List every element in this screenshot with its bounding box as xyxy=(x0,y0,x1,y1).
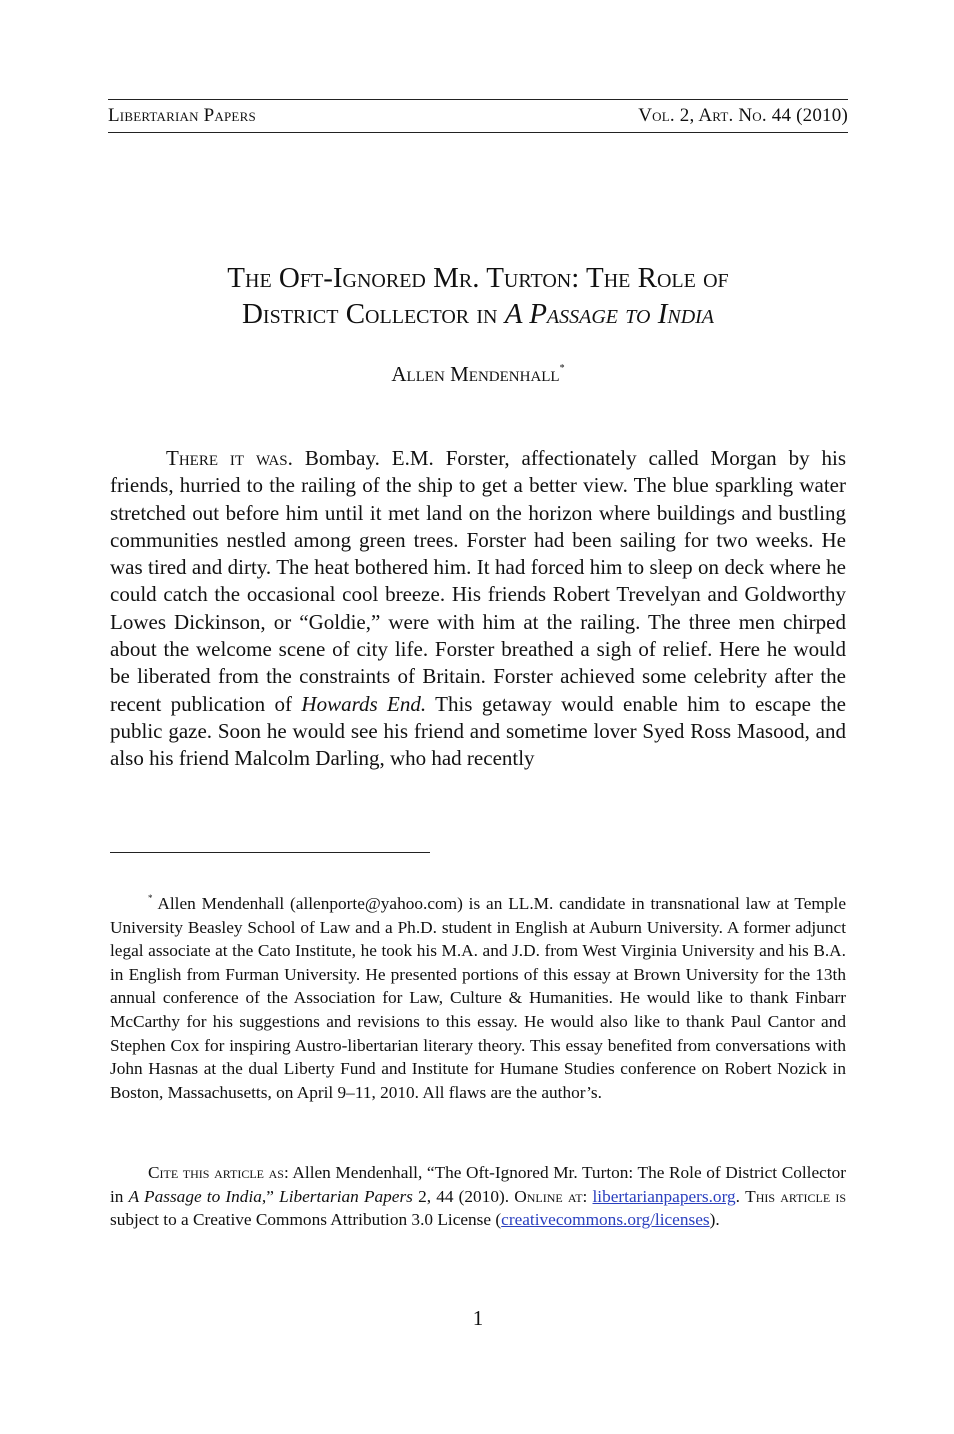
title-line-1: The Oft-Ignored Mr. Turton: The Role of xyxy=(227,262,729,294)
page-number: 1 xyxy=(472,1306,484,1330)
author-footnote-marker[interactable]: * xyxy=(559,363,565,374)
online-label: Online at: xyxy=(514,1186,588,1206)
footnote-divider xyxy=(110,852,430,853)
body-text-part-1: Bombay. E.M. Forster, affectionately called Morgan by his friends, hurried to the railing of the ship to get a better view. The blue sparkling water stretched out before him until it met land on the horizon where buildings and bustling communities nestled among green trees. Forster had been sailing for two weeks. He was tired and dirty. The heat bothered him. It had forced him to sleep on deck where he could catch the occasional cool breeze. His friends Robert Trevelyan and Goldworthy Lowes Dickinson, or “Goldie,” were with him at the railing. The three men chirped about the welcome scene of city life. Forster breathed a sigh of relief. Here he would be liberated from the constraints of Britain. Forster achieved some celebrity after the recent publication of xyxy=(110,446,846,716)
cite-journal-title: Libertarian Papers xyxy=(279,1186,413,1206)
cite-text-1: Allen Mendenhall, “The Oft-Ignored Mr. Turton: The Role of District Collector in xyxy=(110,1163,846,1206)
cite-book-title: A Passage to India xyxy=(128,1186,262,1206)
title-line-2-prefix: District Collector in xyxy=(241,298,505,330)
license-text: subject to a Creative Commons Attribution 3.0 License ( xyxy=(110,1210,502,1230)
title-line-2 xyxy=(108,296,848,332)
journal-name: Libertarian Papers xyxy=(108,105,256,126)
book-title-howards-end: Howards End. xyxy=(301,691,427,716)
title-book-name: A Passage to India xyxy=(504,298,715,330)
article-title xyxy=(108,260,848,332)
running-header xyxy=(108,99,848,133)
libertarianpapers-link[interactable]: libertarianpapers.org xyxy=(592,1186,736,1206)
body-paragraph xyxy=(110,445,846,773)
cite-text-3: 2, 44 (2010). xyxy=(412,1186,515,1206)
creativecommons-link[interactable]: creativecommons.org/licenses xyxy=(501,1210,710,1230)
cite-text-2: ,” xyxy=(261,1186,280,1206)
footnote-marker: * xyxy=(148,893,153,903)
citation-note xyxy=(110,1161,846,1232)
author-name: Allen Mendenhall xyxy=(391,362,560,386)
lead-in: There it was. xyxy=(166,446,293,470)
author-footnote xyxy=(110,887,846,1104)
cite-text-5: ). xyxy=(709,1210,720,1230)
cite-label: Cite this article as: xyxy=(148,1163,289,1182)
cite-text-4: . xyxy=(735,1186,746,1206)
body-text-part-2: This getaway would enable him to escape the public gaze. Soon he would see his friend and sometime lover Syed Ross Masood, and also his friend Malcolm Darling, who had recently xyxy=(110,691,846,771)
footnote-text: Allen Mendenhall (allenporte@yahoo.com) is an LL.M. candidate in transnational law at Temple University Beasley School of Law and a Ph.D. student in English at Auburn University. A former adjunct legal associate at the Cato Institute, he took his M.A. and J.D. from West Virginia University and his B.A. in English from Furman University. He presented portions of this essay at Brown University for the 13th annual conference of the Association for Law, Culture & Humanities. He would like to thank Finbarr McCarthy for his suggestions and revisions to this essay. He would also like to thank Paul Cantor and Stephen Cox for inspiring Austro-libertarian literary theory. This essay benefited from conversations with John Hasnas at the dual Liberty Fund and Institute for Humane Studies conference on Robert Nozick in Boston, Massachusetts, on April 9–11, 2010. All flaws are the author’s. xyxy=(110,894,846,1102)
volume-info: Vol. 2, Art. No. 44 (2010) xyxy=(638,105,848,126)
license-label: This article is xyxy=(745,1186,846,1206)
author-byline xyxy=(108,362,848,387)
